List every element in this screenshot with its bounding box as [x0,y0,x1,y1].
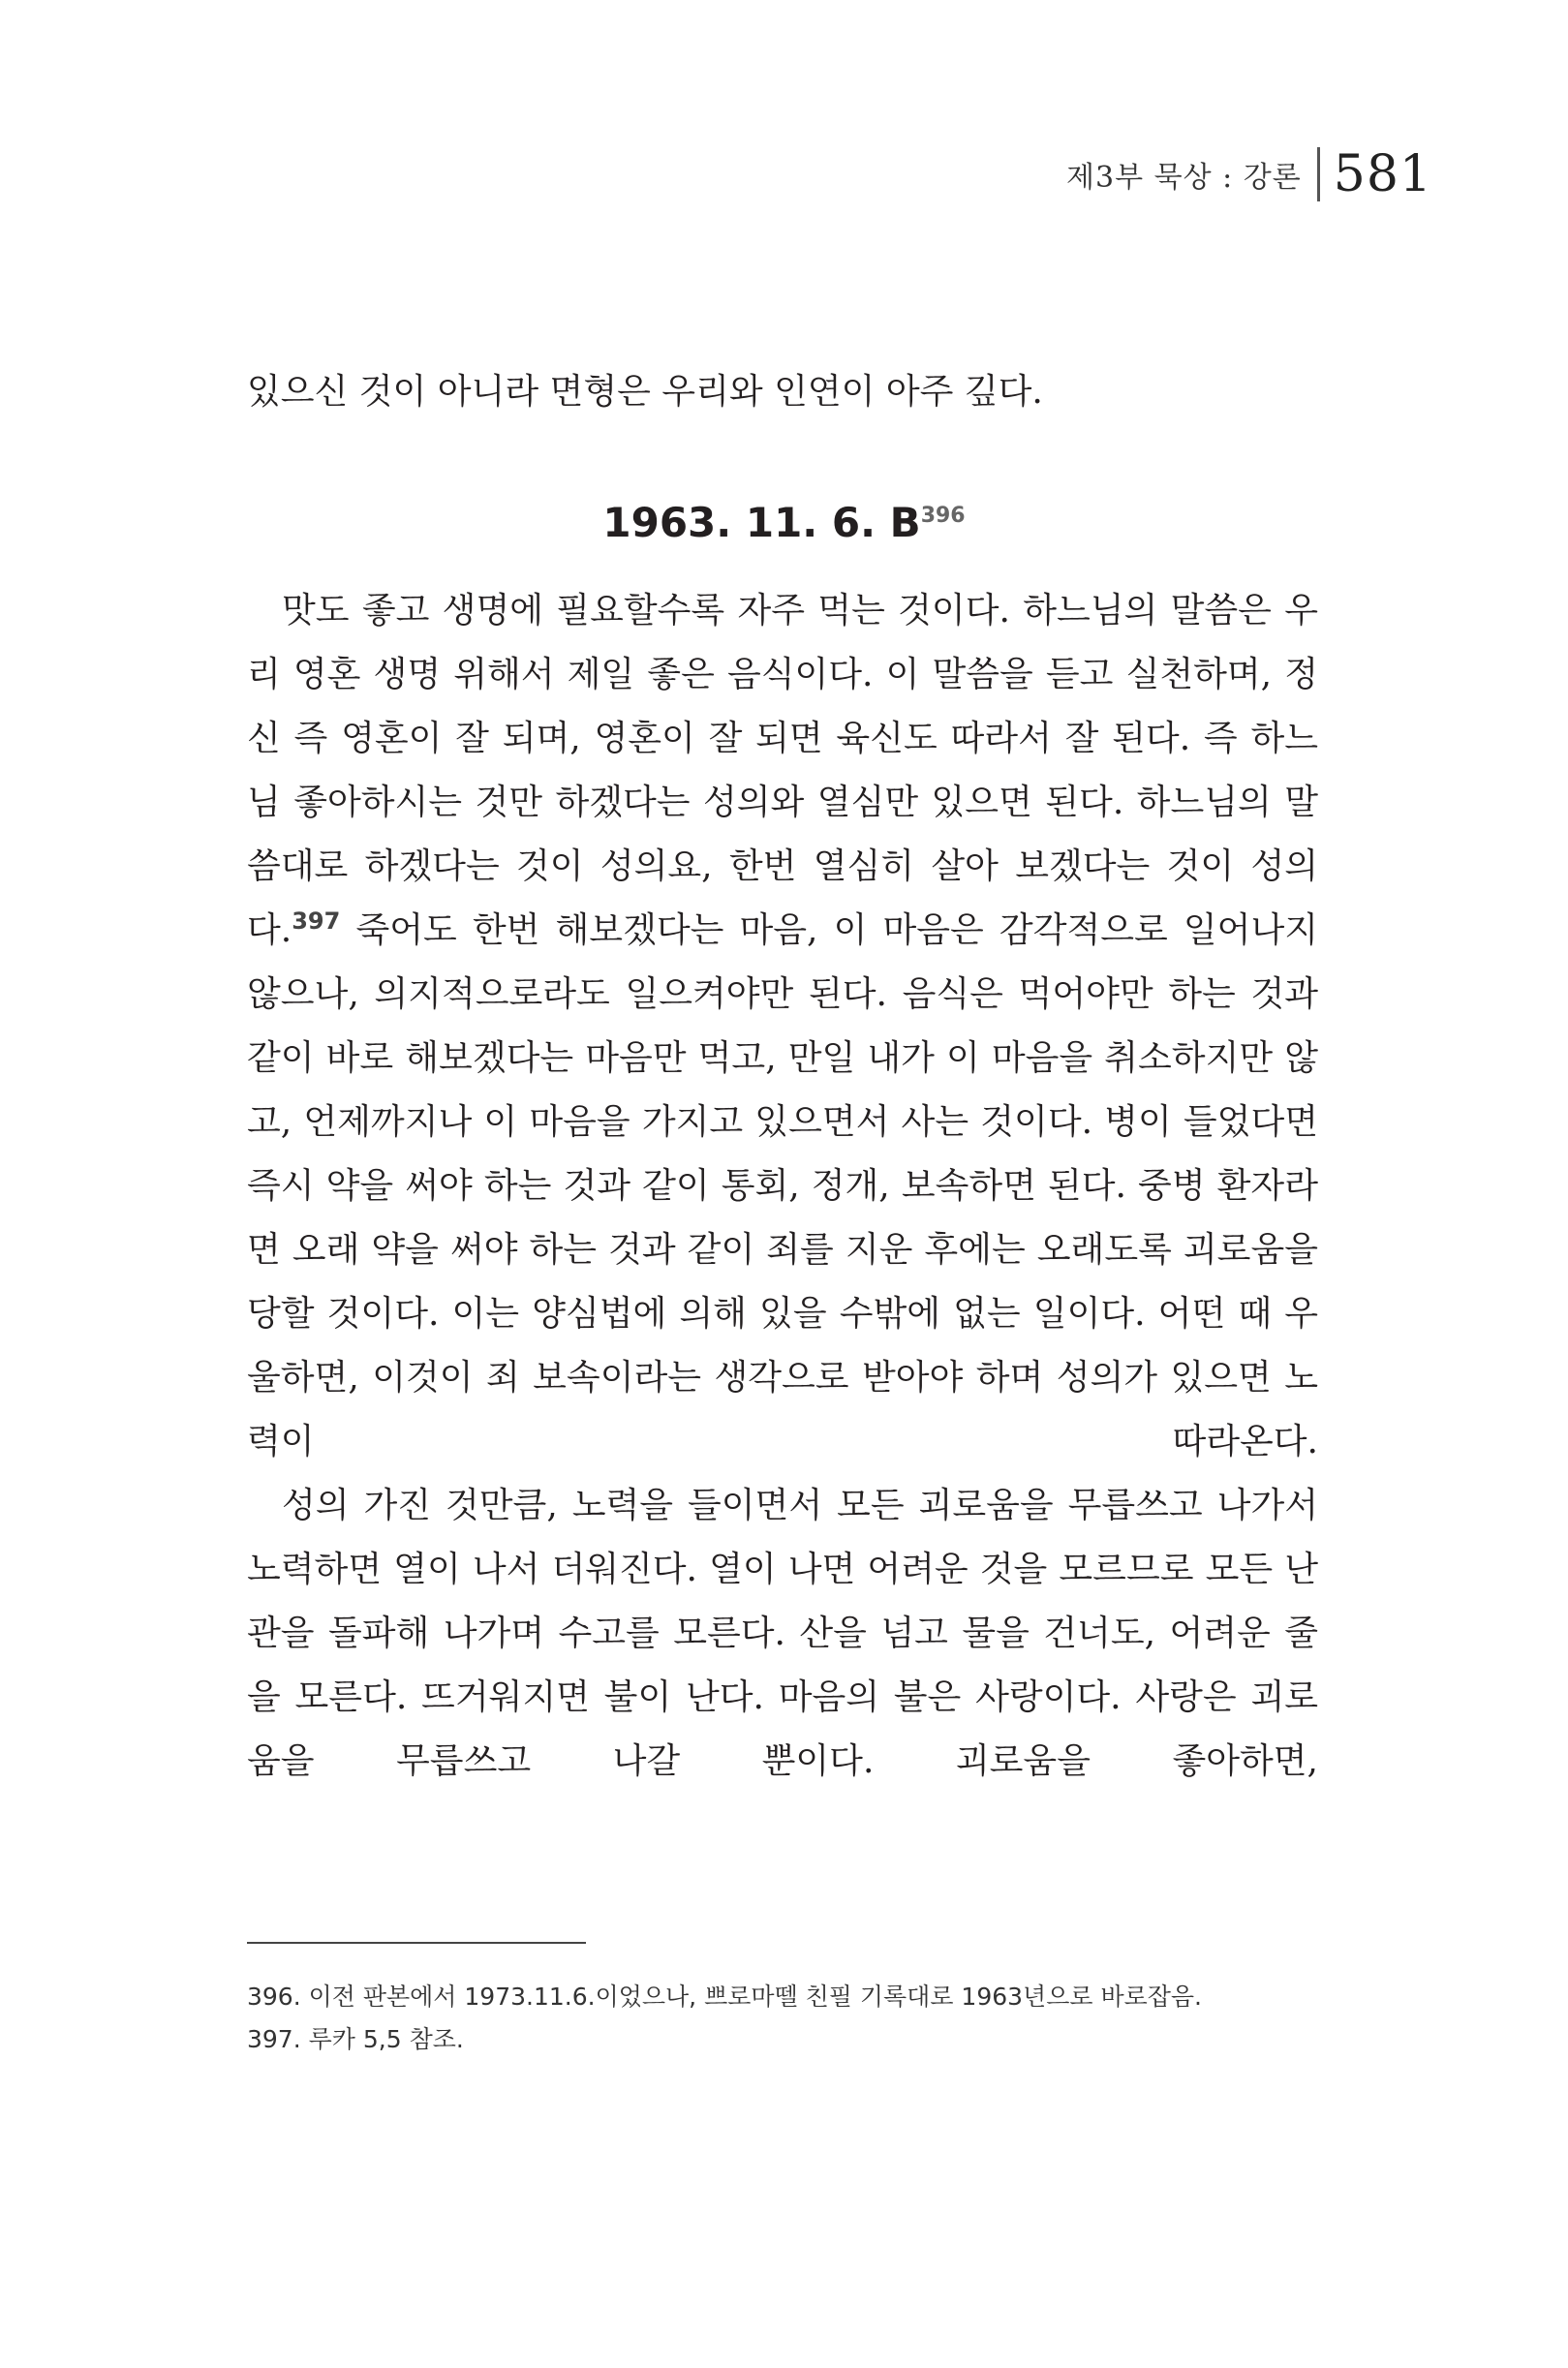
section-title-text: 1963. 11. 6. B [602,499,921,546]
header-divider [1317,147,1320,201]
footnotes [247,1976,1361,2061]
footnote-397: 397. 루카 5,5 참조. [247,2025,464,2053]
page-number: 581 [1333,145,1432,203]
continuation-block [247,360,1318,424]
footnote-ref-396: 396 [920,504,966,528]
paragraph-1-part-2: 죽어도 한번 해보겠다는 마음, 이 마음은 감각적으로 일어나지 않으나, 의지적으로라도 일으켜야만 된다. 음식은 먹어야만 하는 것과 같이 바로 해보겠다는 마음만 먹고, 만일 내가 이 마음을 취소하지만 않고, 언제까지나 이 마음을 가지고 있으면서 사는 것이다. 병이 들었다면 즉시 약을 써야 하는 것과 같이 통회, 정개, 보속하면 된다. 중병 환자라면 오래 약을 써야 하는 것과 같이 죄를 지운 후에는 오래도록 괴로움을 당할 것이다. 이는 양심법에 의해 있을 수밖에 없는 일이다. 어떤 때 우울하면, 이것이 죄 보속이라는 생각으로 받아야 하며 성의가 있으면 노력이 따라온다. [247,910,1318,1461]
paragraph-2: 성의 가진 것만큼, 노력을 들이면서 모든 괴로움을 무릅쓰고 나가서 노력하면 열이 나서 더워진다. 열이 나면 어려운 것을 모르므로 모든 난관을 돌파해 나가며 수고를 모른다. 산을 넘고 물을 건너도, 어려운 줄을 모른다. 뜨거워지면 불이 난다. 마음의 불은 사랑이다. 사랑은 괴로움을 무릅쓰고 나갈 뿐이다. 괴로움을 좋아하면, [247,1486,1318,1781]
paragraph-1-part-1: 맛도 좋고 생명에 필요할수록 자주 먹는 것이다. 하느님의 말씀은 우리 영혼 생명 위해서 제일 좋은 음식이다. 이 말씀을 듣고 실천하며, 정신 즉 영혼이 잘 되며, 영혼이 잘 되면 육신도 따라서 잘 된다. 즉 하느님 좋아하시는 것만 하겠다는 성의와 열심만 있으면 된다. 하느님의 말씀대로 하겠다는 것이 성의요, 한번 열심히 살아 보겠다는 것이 성의다. [247,591,1318,950]
section-title [0,499,1568,546]
running-header [1066,145,1432,203]
header-section-title: 제3부 묵상 : 강론 [1066,161,1302,195]
continuation-text: 있으신 것이 아니라 면형은 우리와 인연이 아주 깊다. [247,372,1043,412]
footnote-396: 396. 이전 판본에서 1973.11.6.이었으나, 쁘로마뗄 친필 기록대로 1963년으로 바로잡음. [247,1983,1202,2011]
footnote-divider [247,1942,586,1944]
footnote-ref-397: 397 [292,907,341,935]
main-text [247,579,1318,1794]
paragraph-1 [247,579,1318,1474]
